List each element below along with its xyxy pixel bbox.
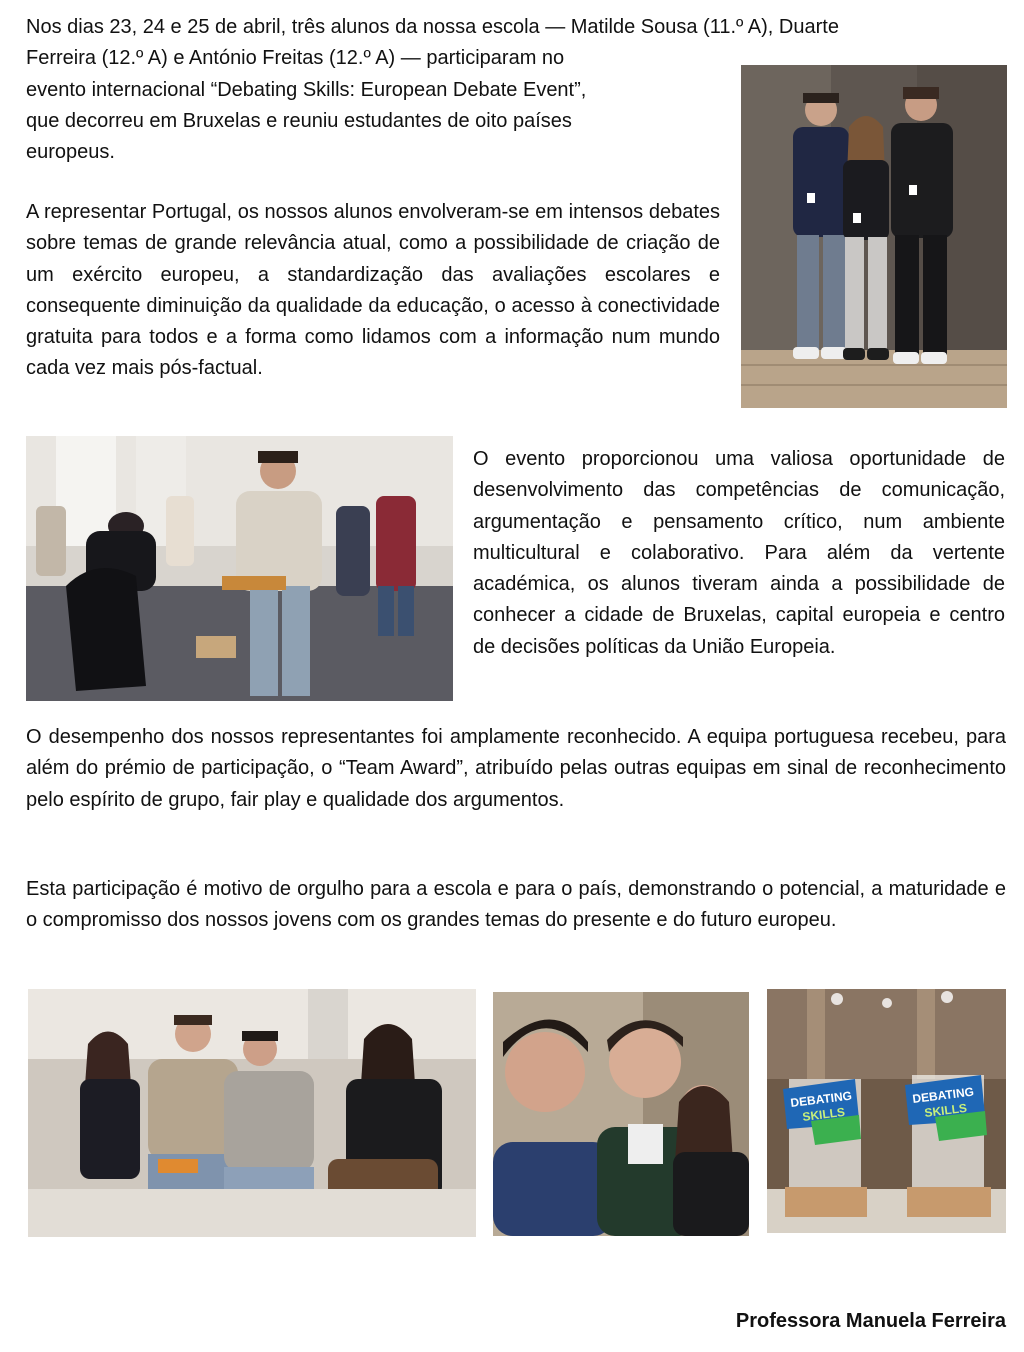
trophy-right-line-1: DEBATING: [911, 1084, 975, 1106]
photo-group-activity: [26, 436, 453, 701]
intro-line-2: Ferreira (12.º A) e António Freitas (12.º A) — participaram no: [26, 47, 565, 70]
paragraph-conclusion: Esta participação é motivo de orgulho para a escola e para o país, demonstrando o potencial, a maturidade e o compromisso dos nossos jovens com os grandes temas do presente e do futuro europeu.: [26, 878, 1006, 932]
photo-trophies: [767, 989, 1006, 1233]
paragraph-event-benefits: O evento proporcionou uma valiosa oportunidade de desenvolvimento das competências de comunicação, argumentação e pensamento crítico, num ambiente multicultural e colaborativo. Para além da vertente académica, os alunos tiveram ainda a possibilidade de conhecer a cidade de Bruxelas, capital europeia e centro de decisões políticas da União Europeia.: [473, 448, 1005, 658]
intro-line-5: europeus.: [26, 141, 115, 164]
photo-students-closeup: [493, 992, 749, 1236]
intro-line-1: Nos dias 23, 24 e 25 de abril, três alunos da nossa escola — Matilde Sousa (11.º A), Duarte: [26, 16, 839, 38]
paragraph-debate-topics: A representar Portugal, os nossos alunos envolveram-se em intensos debates sobre temas de grande relevância atual, como a possibilidade de criação de um exército europeu, a standardização das avaliações escolares e consequente diminuição da qualidade da educação, o acesso à conectividade gratuita para todos e a forma como lidamos com a informação num mundo cada vez mais pós-factual.: [26, 201, 720, 380]
author-signature: Professora Manuela Ferreira: [735, 1310, 1006, 1332]
intro-line-4: que decorreu em Bruxelas e reuniu estudantes de oito países: [26, 109, 572, 132]
trophy-left-line-1: DEBATING: [789, 1088, 853, 1110]
photo-three-students: [741, 65, 1007, 408]
paragraph-team-award: O desempenho dos nossos representantes foi amplamente reconhecido. A equipa portuguesa recebeu, para além do prémio de participação, o “Team Award”, atribuído pelas outras equipas em sinal de reconhecimento pelo espírito de grupo, fair play e qualidade dos argumentos.: [26, 726, 1006, 811]
trophy-left-line-2: SKILLS: [801, 1104, 846, 1124]
trophy-right-line-2: SKILLS: [923, 1100, 968, 1120]
intro-line-3: evento internacional “Debating Skills: European Debate Event”,: [26, 78, 587, 101]
photo-seated-group: [28, 989, 476, 1237]
